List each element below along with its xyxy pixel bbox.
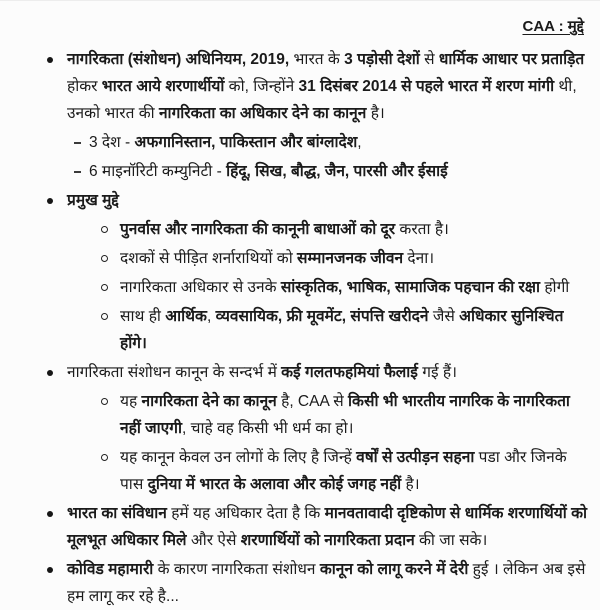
dash-marker — [74, 129, 89, 156]
page-title-text: CAA : मुद्दे — [522, 18, 584, 35]
list-item — [0, 158, 600, 185]
dash-marker — [74, 158, 89, 185]
list-item-text: कोविड महामारी के कारण नागरिकता संशोधन कानून को लागू करने में देरी हुई । लेकिन अब इसे हम लागू कर रहे है... — [67, 561, 586, 605]
list-item — [0, 46, 600, 127]
list-item — [0, 274, 600, 301]
list-item-text: यह नागरिकता देने का कानून है, CAA से किसी भी भारतीय नागरिक के नागरिकता नहीं जाएगी, चाहे वह किसी भी धर्म का हो। — [120, 393, 570, 437]
bullet-marker — [47, 187, 67, 214]
list-item-text: भारत का संविधान हमें यह अधिकार देता है कि मानवतावादी दृष्टिकोण से धार्मिक शरणार्थियों को मूलभूत अधिकार मिले और ऐसे शरणार्थियों को नागरिकता प्रदान की जा सके। — [67, 505, 587, 549]
list-item-text: नागरिकता (संशोधन) अधिनियम, 2019, भारत के 3 पड़ोसी देशों से धार्मिक आधार पर प्रताड़ित होकर भारत आये शरणार्थीयों को, जिन्होंने 31 दिसंबर 2014 से पहले भारत में शरण मांगी थी, उनको भारत की नागरिकता का अधिकार देने का कानून है। — [67, 51, 585, 122]
list-item-text: नागरिकता संशोधन कानून के सन्दर्भ में कई गलतफहमियां फैलाई गई हैं। — [67, 364, 457, 381]
list-item-text: यह कानून केवल उन लोगों के लिए है जिन्हें वर्षों से उत्पीड़न सहना पडा और जिनके पास दुनिया में भारत के अलावा और कोई जगह नहीं है। — [120, 449, 567, 493]
circle-marker — [101, 388, 120, 442]
list-item-text: प्रमुख मुद्दे — [67, 192, 119, 209]
list-item-text: नागरिकता अधिकार से उनके सांस्कृतिक, भाषिक, सामाजिक पहचान की रक्षा होगी — [120, 279, 570, 296]
bullet-marker — [47, 556, 67, 610]
list-item — [0, 388, 600, 442]
circle-marker — [101, 216, 120, 243]
circle-marker — [101, 444, 120, 498]
list-item — [0, 444, 600, 498]
list-item — [0, 187, 600, 214]
circle-marker — [101, 303, 120, 357]
circle-marker — [101, 274, 120, 301]
document-page — [0, 1, 600, 610]
list-item-text: दशकों से पीड़ित शर्नाराथियों को सम्मानजनक जीवन देना। — [120, 250, 435, 267]
list-item — [0, 216, 600, 243]
list-item — [0, 500, 600, 554]
bullet-marker — [47, 500, 67, 554]
list-item — [0, 303, 600, 357]
bullet-marker — [47, 359, 67, 386]
list-item — [0, 556, 600, 610]
list-item-text: साथ ही आर्थिक, व्यवसायिक, फ्री मूवमेंट, संपत्ति खरीदने जैसे अधिकार सुनिश्चित होंगे। — [120, 308, 564, 352]
circle-marker — [101, 245, 120, 272]
list-item-text: पुनर्वास और नागरिकता की कानूनी बाधाओं को दूर करता है। — [120, 221, 449, 238]
bullet-list — [0, 46, 600, 610]
list-item — [0, 129, 600, 156]
bullet-marker — [47, 46, 67, 127]
list-item-text: 6 माइनॉरिटी कम्युनिटी - हिंदू, सिख, बौद्ध, जैन, पारसी और ईसाई — [89, 163, 448, 180]
list-item — [0, 245, 600, 272]
page-title — [0, 17, 600, 37]
list-item — [0, 359, 600, 386]
list-item-text: 3 देश - अफगानिस्तान, पाकिस्तान और बांग्लादेश, — [89, 134, 362, 151]
